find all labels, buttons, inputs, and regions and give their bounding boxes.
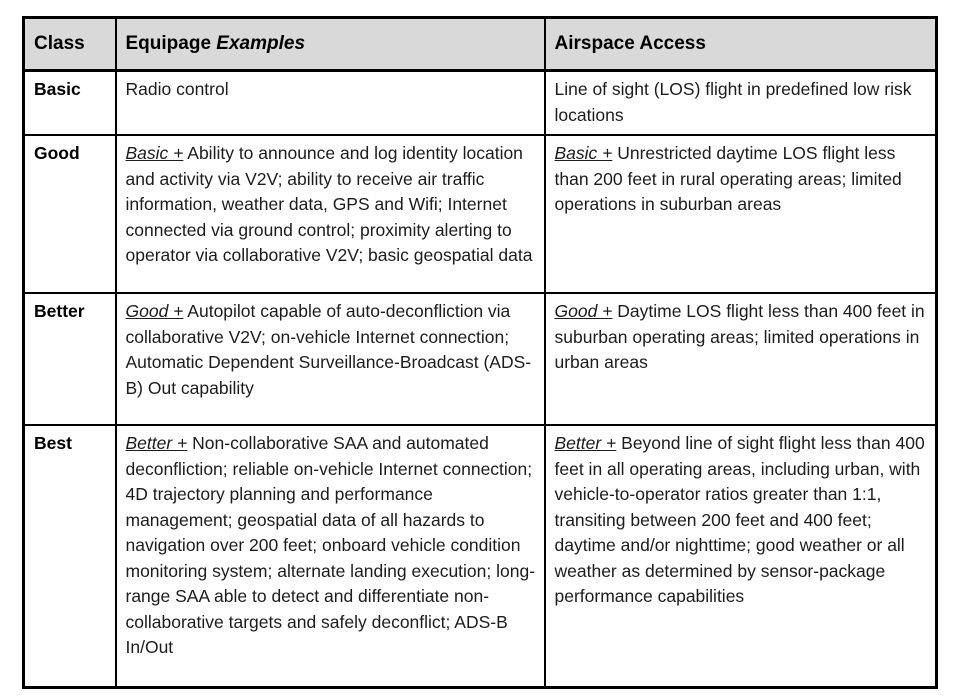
class-cell: [24, 135, 116, 293]
airspace-ref: Good +: [554, 301, 613, 321]
table-row-basic: [24, 71, 937, 136]
header-row: [24, 18, 937, 71]
equipage-class-table: [22, 16, 938, 689]
equipage-text: Radio control: [125, 79, 229, 99]
class-cell: [24, 293, 116, 425]
table-row-better: [24, 293, 937, 425]
table-row-best: [24, 425, 937, 687]
airspace-text: Daytime LOS flight less than 400 feet in suburban operating areas; limited operations in urban areas: [554, 301, 925, 372]
header-equipage: [116, 18, 545, 71]
equipage-cell: [116, 135, 545, 293]
airspace-cell: [545, 135, 937, 293]
airspace-ref: Basic +: [554, 143, 613, 163]
airspace-cell: [545, 71, 937, 136]
class-label: Better: [34, 301, 85, 321]
class-label: Best: [34, 433, 72, 453]
equipage-cell: [116, 293, 545, 425]
class-label: Good: [34, 143, 80, 163]
equipage-ref: Better +: [125, 433, 188, 453]
equipage-text: Autopilot capable of auto-deconfliction via collaborative V2V; on-vehicle Internet connection; Automatic Dependent Surveillance-Broadcast (ADS-B) Out capability: [125, 301, 532, 398]
airspace-cell: [545, 293, 937, 425]
class-cell: [24, 425, 116, 687]
equipage-ref: Basic +: [125, 143, 184, 163]
table-row-good: [24, 135, 937, 293]
header-equipage-label: Equipage: [125, 33, 217, 54]
equipage-cell: [116, 425, 545, 687]
class-cell: [24, 71, 116, 136]
equipage-cell: [116, 71, 545, 136]
header-airspace-label: Airspace Access: [554, 33, 706, 54]
airspace-text: Unrestricted daytime LOS flight less than 200 feet in rural operating areas; limited operations in suburban areas: [554, 143, 902, 214]
header-airspace: [545, 18, 937, 71]
equipage-text: Non-collaborative SAA and automated deconfliction; reliable on-vehicle Internet connection; 4D trajectory planning and performance management; geospatial data of all hazards to navigation over 200 feet; onboard vehicle condition monitoring system; alternate landing execution; long-range SAA able to detect and differentiate non-collaborative targets and safely deconflict; ADS-B In/Out: [125, 433, 536, 657]
airspace-text: Beyond line of sight flight less than 400 feet in all operating areas, including urban, with vehicle-to-operator ratios greater than 1:1, transiting between 200 feet and 400 feet; daytime and/or nighttime; good weather or all weather as determined by sensor-package performance capabilities: [554, 433, 925, 606]
airspace-ref: Better +: [554, 433, 617, 453]
airspace-cell: [545, 425, 937, 687]
header-equipage-examples-label: Examples: [216, 33, 306, 54]
header-class: [24, 18, 116, 71]
airspace-text: Line of sight (LOS) flight in predefined low risk locations: [554, 79, 912, 125]
class-label: Basic: [34, 79, 81, 99]
header-class-label: Class: [34, 33, 85, 54]
equipage-text: Ability to announce and log identity location and activity via V2V; ability to receive air traffic information, weather data, GPS and Wifi; Internet connected via ground control; proximity alerting to operator via collaborative V2V; basic geospatial data: [125, 143, 533, 265]
equipage-ref: Good +: [125, 301, 184, 321]
